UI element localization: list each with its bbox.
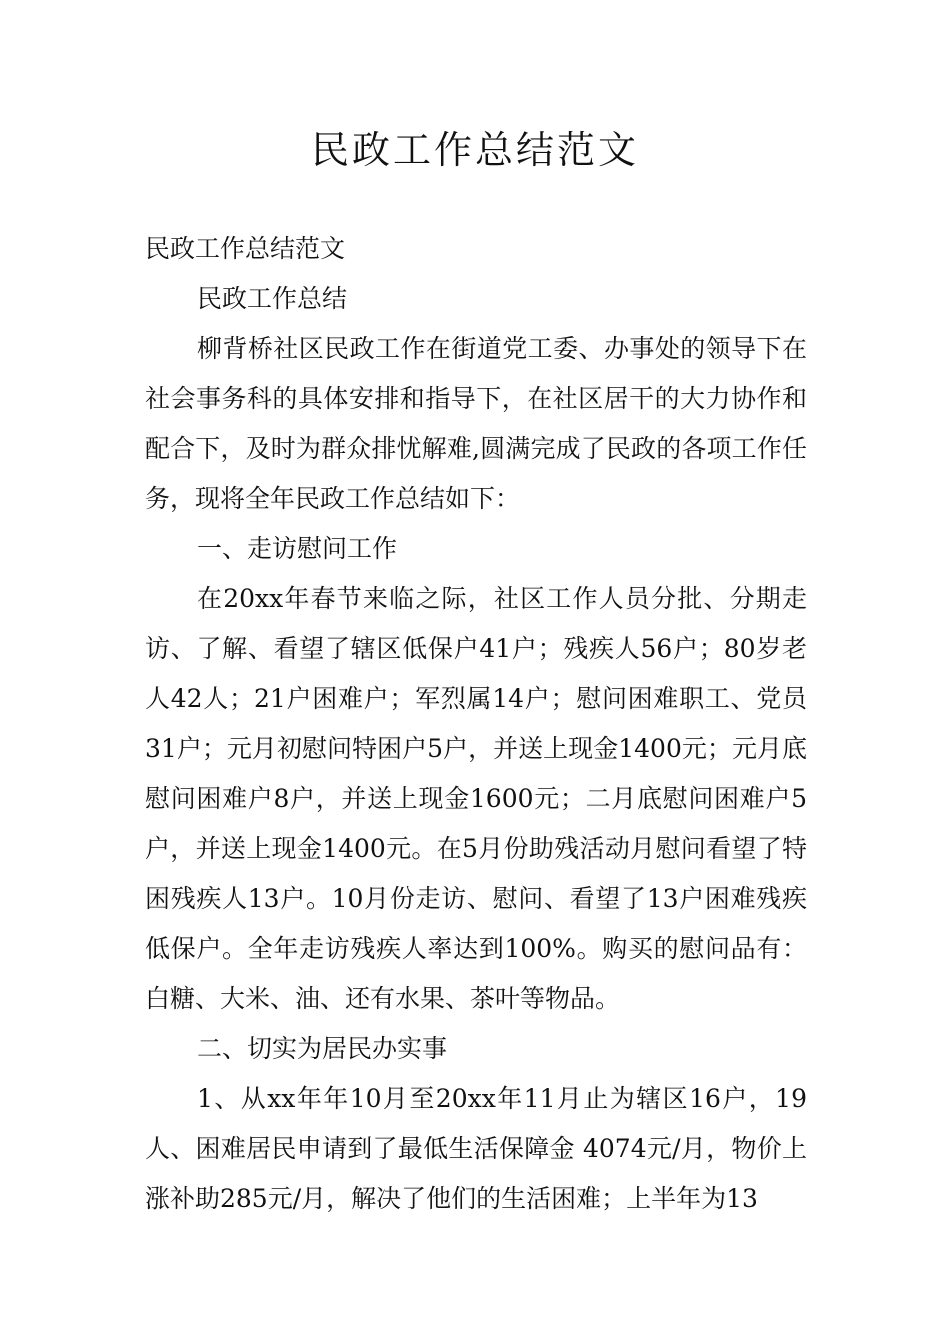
services-paragraph: 1、从xx年年10月至20xx年11月止为辖区16户，19人、困难居民申请到了最低生活保障金 4074元/月，物价上涨补助285元/月，解决了他们的生活困难；上半年为13 [145,1084,807,1213]
document-body [145,224,807,1224]
section-heading-visits: 一、走访慰问工作 [197,534,398,563]
document-title: 民政工作总结范文 [310,128,639,172]
section-heading: 民政工作总结 [197,284,348,313]
body-heading: 民政工作总结范文 [145,234,346,263]
section-heading-services: 二、切实为居民办实事 [197,1034,448,1063]
visits-paragraph: 在20xx年春节来临之际，社区工作人员分批、分期走访、了解、看望了辖区低保户41户；残疾人56户；80岁老人42人；21户困难户；军烈属14户；慰问困难职工、党员31户；元月初慰问特困户5户，并送上现金1400元；元月底慰问困难户8户，并送上现金1600元；二月底慰问困难户5户，并送上现金1400元。在5月份助残活动月慰问看望了特困残疾人13户。10月份走访、慰问、看望了13户困难残疾低保户。全年走访残疾人率达到100%。购买的慰问品有：白糖、大米、油、还有水果、茶叶等物品。 [145,584,807,1013]
intro-paragraph: 柳背桥社区民政工作在街道党工委、办事处的领导下在社会事务科的具体安排和指导下，在社区居干的大力协作和配合下，及时为群众排忧解难,圆满完成了民政的各项工作任务，现将全年民政工作总结如下： [145,334,807,513]
